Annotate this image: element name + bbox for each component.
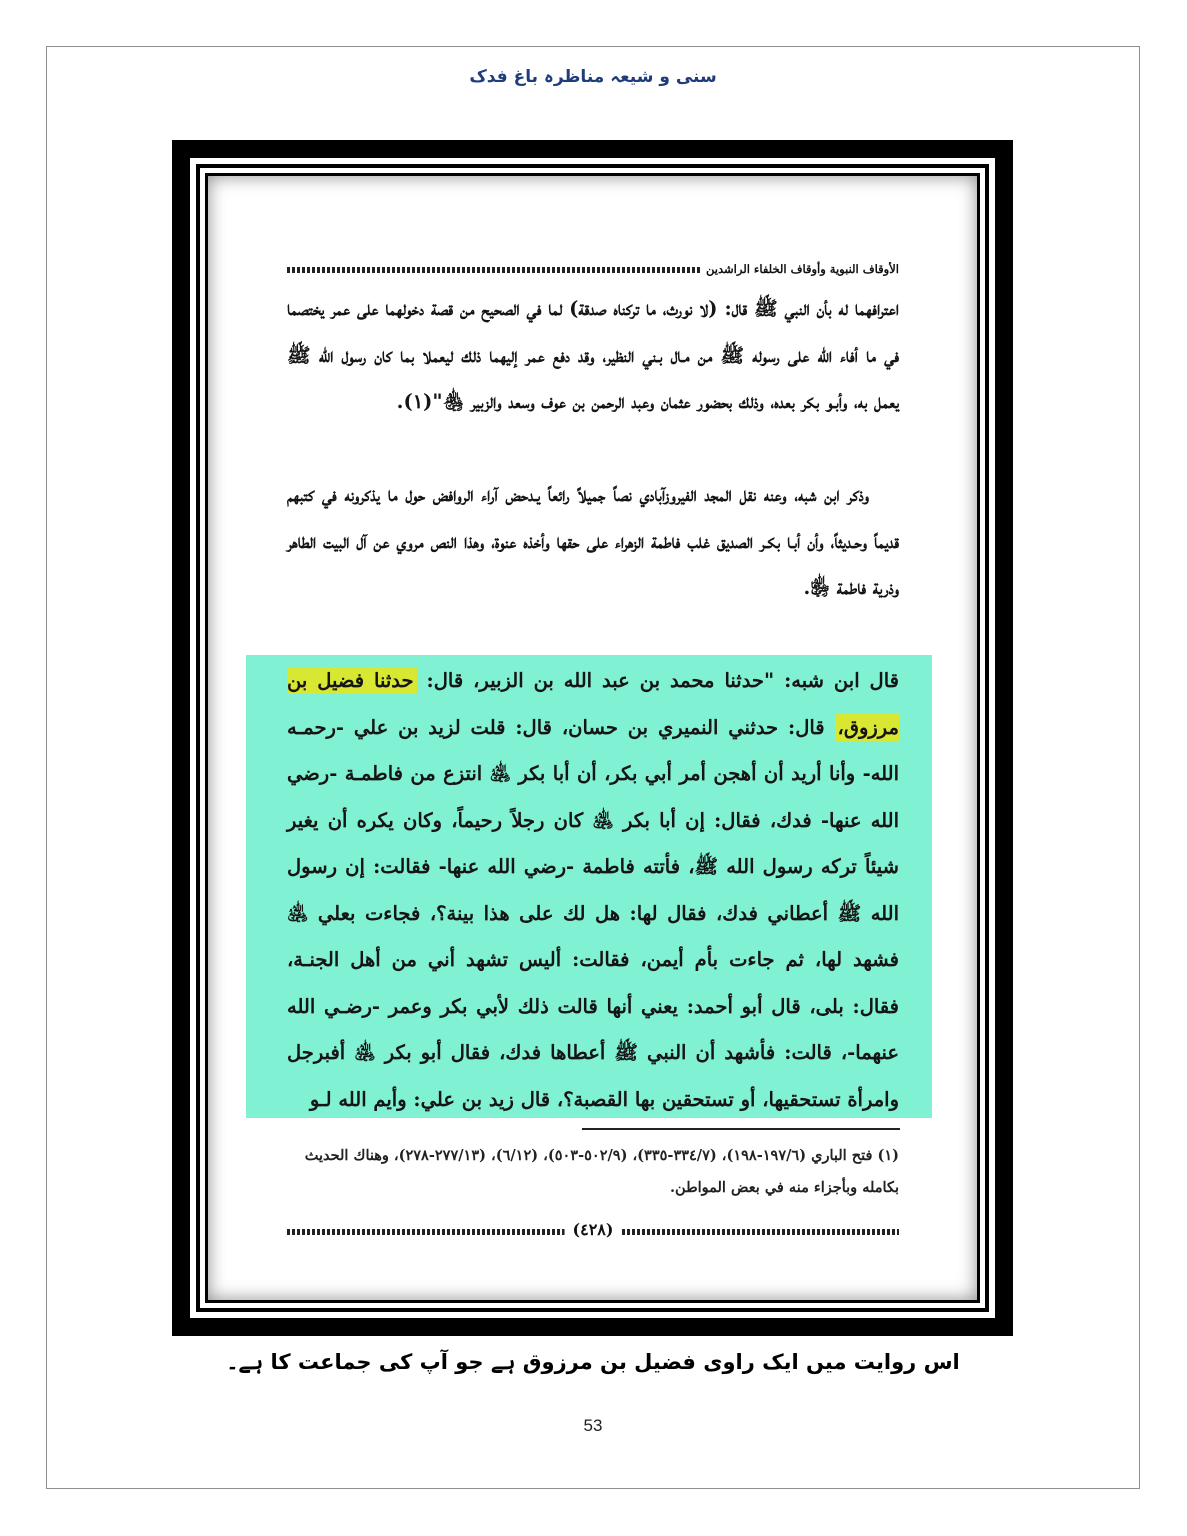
arabic-paragraph-1: اعترافهما له بأن النبي ﷺ قال: (لا نورث، ما تركناه صدقة) لما في الصحيح من قصة دخولهما على عمر يختصما في ما أفاء الله على رسوله ﷺ من مـال بـني النظير، وقد دفع عمر إليهما ذلك ليعملا بما كان رسول الله ﷺ يعمل به، وأبـو بكر بعده، وذلك بحضور عثمان وعبد الرحمن بن عوف وسعد والزبير ﵃"(١). [287, 297, 899, 413]
urdu-caption: اس روایت میں ایک راوی فضیل بن مرزوق ہے جو آپ کی جماعت کا ہے۔ [226, 1350, 960, 1374]
running-header: سنی و شیعہ مناظرہ باغ فدک [469, 67, 717, 87]
footnote-rule [582, 1128, 900, 1130]
book-page-number: (٤٢٨) [565, 1220, 622, 1239]
yellow-highlight-narrator: حدثنا فضيل بن مرزوق، [287, 669, 899, 739]
footnote-1: (١) فتح الباري (١٩٧/٦-١٩٨)، (٣٣٤/٧-٣٣٥)، (٥٠٢/٩-٥٠٣)، (٦/١٢)، (٢٧٧/١٣-٢٧٨)، وهناك الحديث بكامله وبأجزاء منه في بعض المواطن. [304, 1147, 899, 1196]
paragraph3-part1: قال ابن شبه: "حدثنا محمد بن عبد الله بن الزبير، قال: [416, 669, 899, 692]
book-page-footer [287, 1222, 899, 1242]
paragraph3-part2: قال: حدثني النميري بن حسان، قال: قلت لزيد بن علي -رحمـه الله- وأنا أريد أن أهجن أمر أبي بكر، أن أبا بكر ﵁ انتزع من فاطمـة -رضي الله عنها- فدك، فقال: إن أبا بكر ﵁ كان رجلاً رحيماً، وكان يكره أن يغير شيئاً تركه رسول الله ﷺ، فأتته فاطمة -رضي الله عنها- فقالت: إن رسول الله ﷺ أعطاني فدك، فقال لها: هل لك على هذا بينة؟، فجاءت بعلي ﵁ فشهد لها، ثم جاءت بأم أيمن، فقالت: أليس تشهد أني من أهل الجنـة، فقال: بلى، قال أبو أحمد: يعني أنها قالت ذلك لأبي بكر وعمر -رضـي الله عنهما-، قالت: فأشهد أن النبي ﷺ أعطاها فدك، فقال أبو بكر ﵁ أفبرجل وامرأة تستحقيها، أو تستحقين بها القصبة؟، قال زيد بن علي: وأيم الله لـو [287, 715, 899, 1111]
footnotes [287, 1140, 899, 1204]
book-page-header [287, 262, 899, 278]
arabic-paragraph-3-highlighted [287, 658, 899, 1123]
book-header-title: الأوقاف النبوية وأوقاف الخلفاء الراشدين [700, 262, 899, 276]
arabic-paragraph-2: وذكر ابن شبه، وعنه نقل المجد الفيروزآبادي نصاً جميلاً رائعاً يـدحض آراء الروافض حول ما يذكرونه في كتبهم قديماً وحـديثاً، وأن أبـا بكـر الصديق غلب فاطمة الزهراء على حقها وأخذه عنوة، وهذا النص مروي عن آل البيت الطاهر وذرية فاطمة ﵂. [287, 483, 899, 599]
page-number: 53 [583, 1416, 603, 1435]
